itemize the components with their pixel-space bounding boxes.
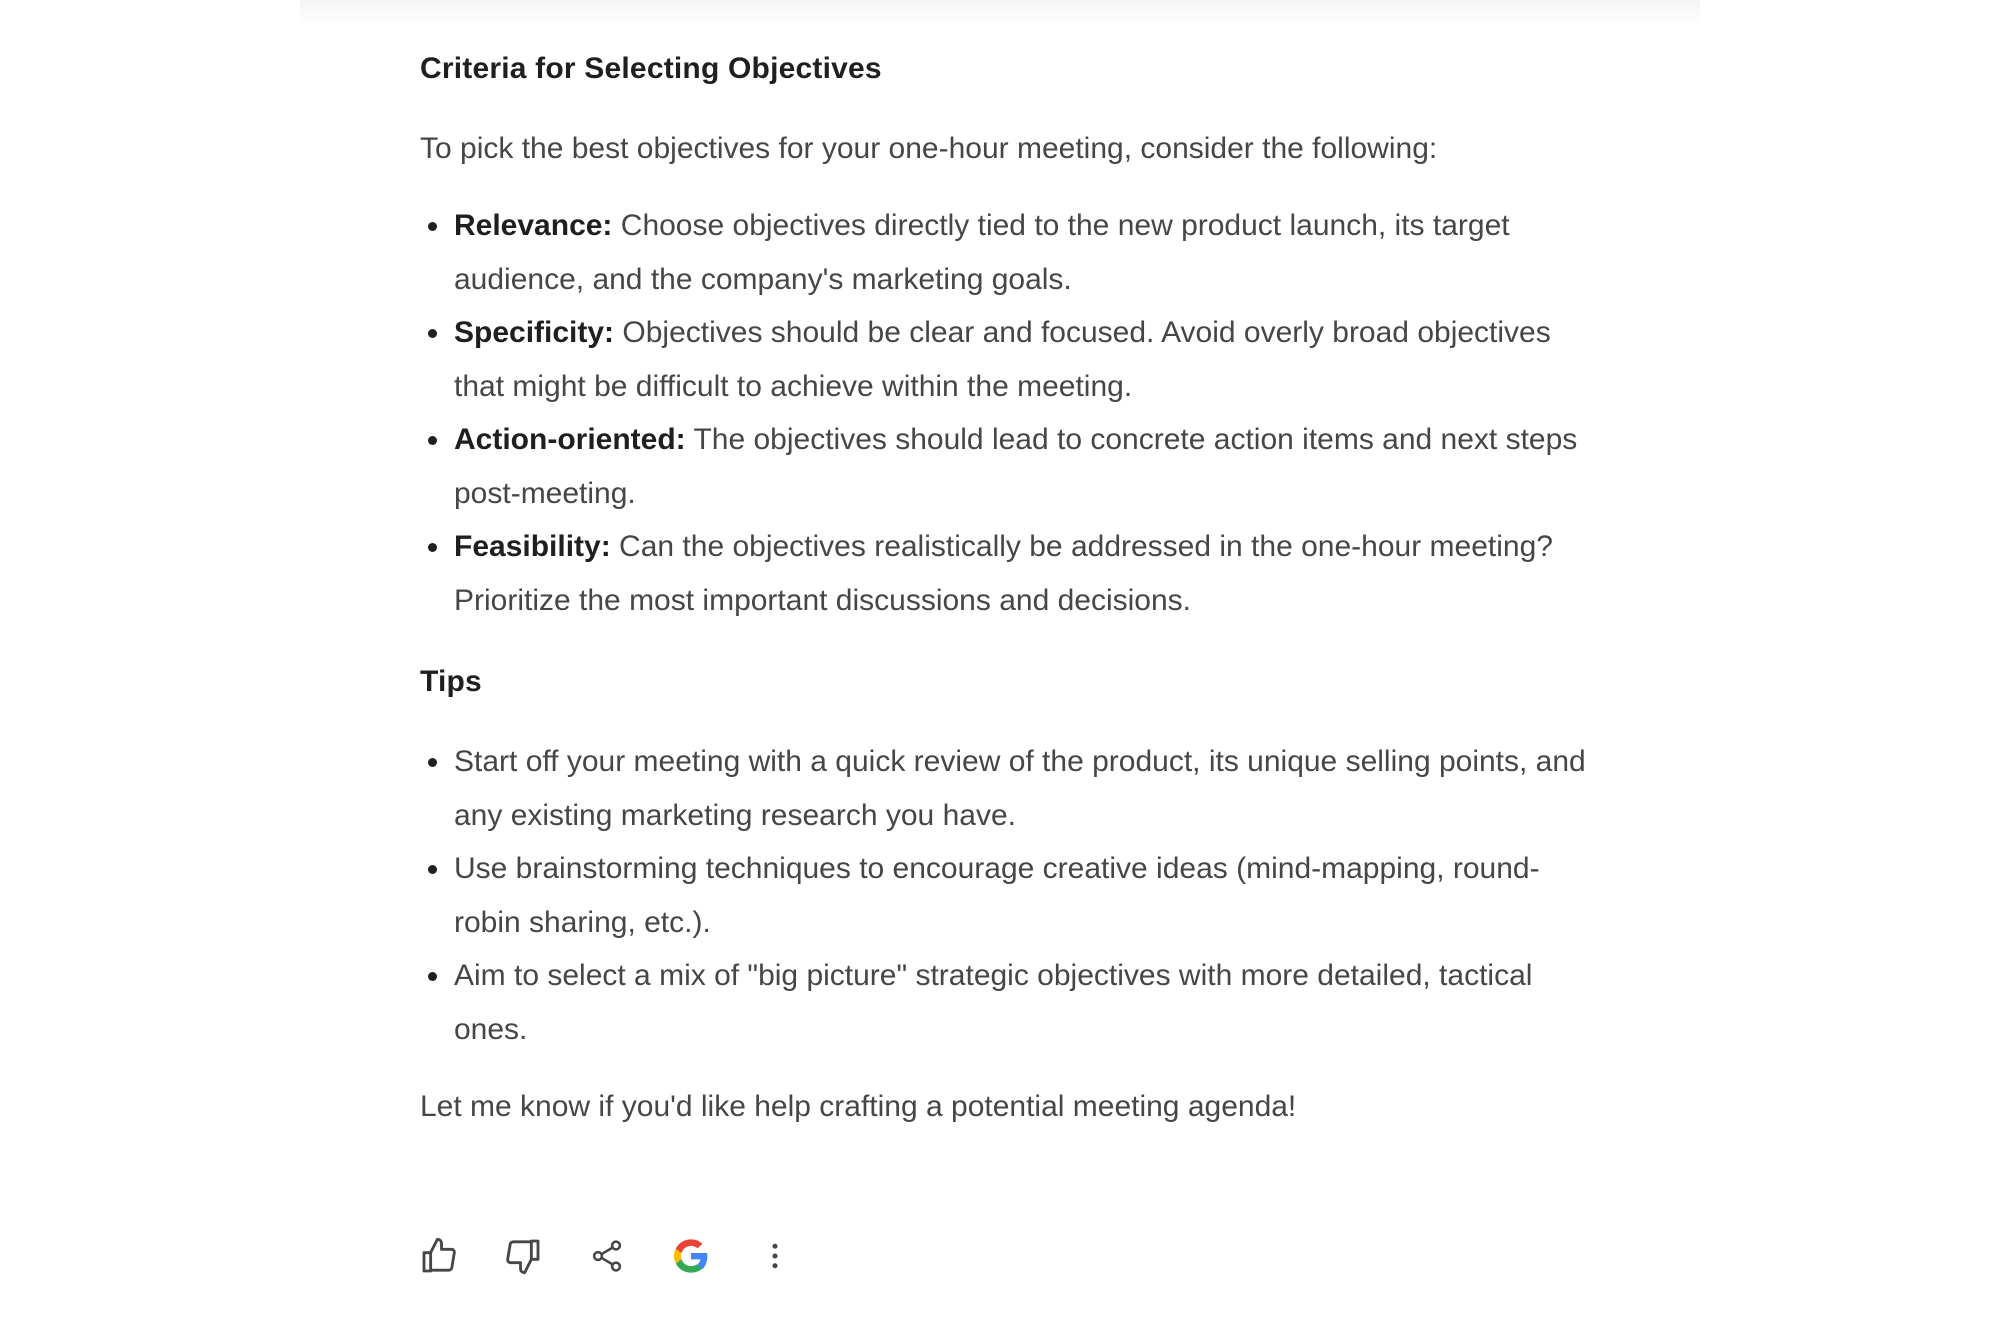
- tip-item: Start off your meeting with a quick review of the product, its unique selling points, and any existing marketing research you have.: [420, 735, 1600, 842]
- criteria-text: Objectives should be clear and focused. Avoid overly broad objectives that might be difficult to achieve within the meeting.: [454, 316, 1551, 403]
- share-icon: [589, 1238, 625, 1274]
- top-fade: [300, 0, 1700, 26]
- criteria-item: [420, 199, 1600, 306]
- more-vert-icon: [757, 1238, 793, 1274]
- criteria-heading: Criteria for Selecting Objectives: [420, 52, 882, 85]
- intro-paragraph: To pick the best objectives for your one-hour meeting, consider the following:: [420, 132, 1438, 165]
- criteria-item: [420, 520, 1600, 627]
- criteria-list: [420, 199, 1600, 627]
- criteria-item: [420, 306, 1600, 413]
- double-check-google-button[interactable]: [660, 1225, 722, 1287]
- thumbs-down-icon: [503, 1236, 543, 1276]
- thumbs-up-button[interactable]: [408, 1225, 470, 1287]
- tip-item: Aim to select a mix of "big picture" strategic objectives with more detailed, tactical ones.: [420, 949, 1600, 1056]
- tip-item: Use brainstorming techniques to encourage creative ideas (mind-mapping, round-robin sharing, etc.).: [420, 842, 1600, 949]
- thumbs-down-button[interactable]: [492, 1225, 554, 1287]
- share-button[interactable]: [576, 1225, 638, 1287]
- criteria-item: [420, 413, 1600, 520]
- criteria-term: Relevance:: [454, 209, 613, 242]
- response-container: [420, 38, 1600, 1133]
- response-actions-bar: [408, 1226, 806, 1286]
- tips-list: [420, 735, 1600, 1056]
- criteria-text: Choose objectives directly tied to the new product launch, its target audience, and the company's marketing goals.: [454, 209, 1510, 296]
- criteria-term: Feasibility:: [454, 530, 611, 563]
- criteria-term: Specificity:: [454, 316, 615, 349]
- criteria-text: Can the objectives realistically be addressed in the one-hour meeting? Prioritize the most important discussions and decisions.: [454, 530, 1553, 617]
- thumbs-up-icon: [419, 1236, 459, 1276]
- more-options-button[interactable]: [744, 1225, 806, 1287]
- tips-heading: Tips: [420, 665, 482, 698]
- criteria-term: Action-oriented:: [454, 423, 686, 456]
- closing-paragraph: Let me know if you'd like help crafting a potential meeting agenda!: [420, 1090, 1297, 1123]
- google-icon: [671, 1236, 711, 1276]
- criteria-text: The objectives should lead to concrete action items and next steps post-meeting.: [454, 423, 1578, 510]
